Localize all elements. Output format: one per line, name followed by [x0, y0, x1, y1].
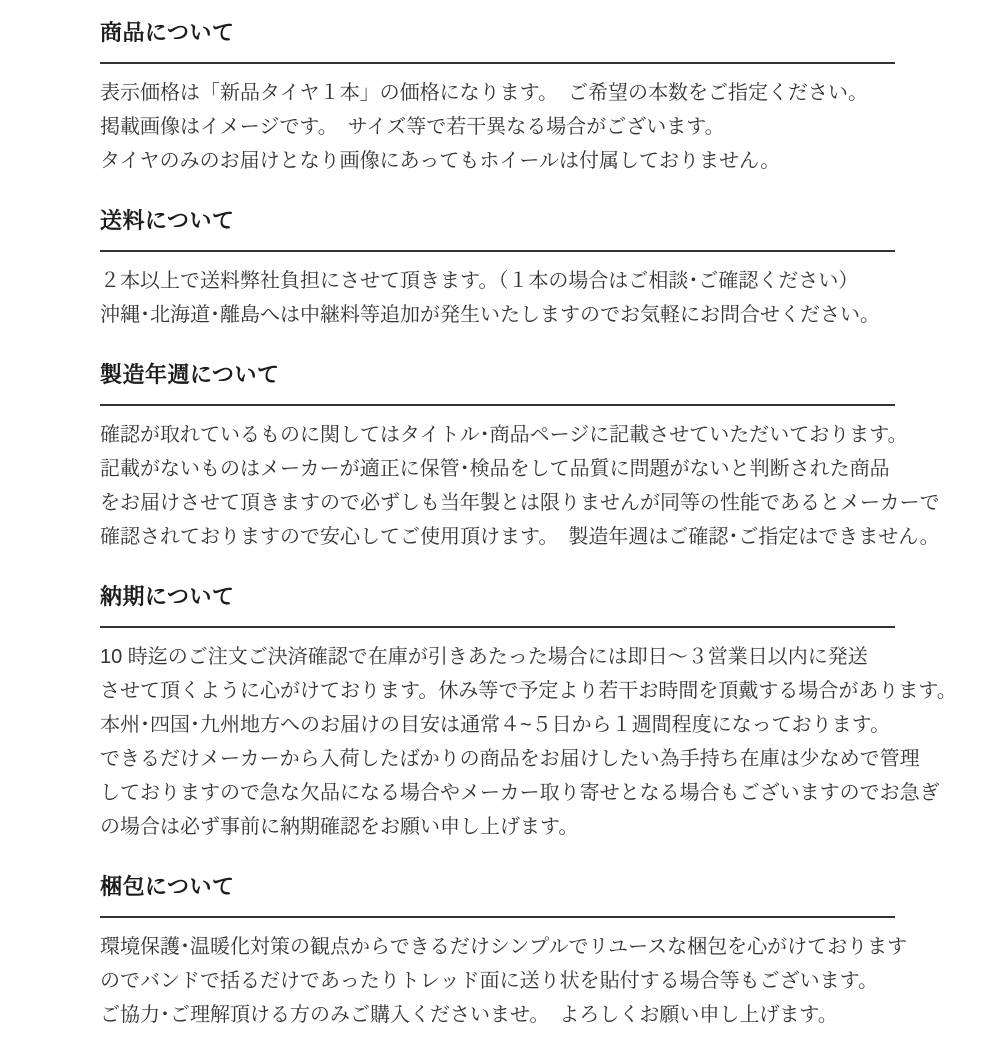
- section-packaging-heading: 梱包について: [100, 874, 235, 899]
- text-line: しておりますので急な欠品になる場合やメーカー取り寄せとなる場合もございますのでお急ぎ: [100, 782, 940, 804]
- text-line: できるだけメーカーから入荷したばかりの商品をお届けしたい為手持ち在庫は少なめで管理: [100, 748, 920, 770]
- section-delivery-time-body: [100, 640, 957, 844]
- section-shipping-body: [100, 264, 900, 332]
- text-line: 沖縄･北海道･離島へは中継料等追加が発生いたしますのでお気軽にお問合せください。: [100, 304, 880, 326]
- text-line: タイヤのみのお届けとなり画像にあってもホイールは付属しておりません。: [100, 150, 781, 172]
- section-shipping: [100, 208, 900, 332]
- section-manufacturing-week: [100, 362, 940, 554]
- section-delivery-time-heading: 納期について: [100, 584, 235, 609]
- section-delivery-time: [100, 584, 957, 844]
- text-line: 掲載画像はイメージです。 サイズ等で若干異なる場合がございます。: [100, 116, 725, 138]
- section-shipping-heading: 送料について: [100, 208, 235, 233]
- text-line: のでバンドで括るだけであったりトレッド面に送り状を貼付する場合等もございます。: [100, 970, 878, 992]
- text-line: ご協力･ご理解頂ける方のみご購入くださいませ。 よろしくお願い申し上げます。: [100, 1004, 838, 1026]
- section-product-body: [100, 76, 900, 178]
- section-divider: [100, 626, 895, 628]
- text-line: 本州･四国･九州地方へのお届けの目安は通常４~５日から１週間程度になっております。: [100, 714, 891, 736]
- section-product-heading: 商品について: [100, 20, 235, 45]
- section-product: [100, 20, 900, 178]
- text-line: 環境保護･温暖化対策の観点からできるだけシンプルでリユースな梱包を心がけております: [100, 936, 908, 958]
- section-packaging: [100, 874, 908, 1032]
- section-manufacturing-week-body: [100, 418, 940, 554]
- text-line: させて頂くように心がけております。休み等で予定より若干お時間を頂戴する場合があります。: [100, 680, 957, 702]
- text-line: 10 時迄のご注文ご決済確認で在庫が引きあたった場合には即日～３営業日以内に発送: [100, 646, 868, 668]
- text-line: 記載がないものはメーカーが適正に保管･検品をして品質に問題がないと判断された商品: [100, 458, 890, 480]
- text-line: 確認されておりますので安心してご使用頂けます。 製造年週はご確認･ご指定はできません。: [100, 526, 940, 548]
- section-manufacturing-week-heading: 製造年週について: [100, 362, 280, 387]
- section-divider: [100, 404, 895, 406]
- section-packaging-body: [100, 930, 908, 1032]
- text-line: 表示価格は「新品タイヤ１本」の価格になります。 ご希望の本数をご指定ください。: [100, 82, 868, 104]
- section-divider: [100, 250, 895, 252]
- text-line: をお届けさせて頂きますので必ずしも当年製とは限りませんが同等の性能であるとメーカーで: [100, 492, 940, 514]
- text-line: 確認が取れているものに関してはタイトル･商品ページに記載させていただいております。: [100, 424, 908, 446]
- section-divider: [100, 62, 895, 64]
- section-divider: [100, 916, 895, 918]
- text-line: の場合は必ず事前に納期確認をお願い申し上げます。: [100, 816, 579, 838]
- text-line: ２本以上で送料弊社負担にさせて頂きます。（１本の場合はご相談･ご確認ください）: [100, 270, 859, 292]
